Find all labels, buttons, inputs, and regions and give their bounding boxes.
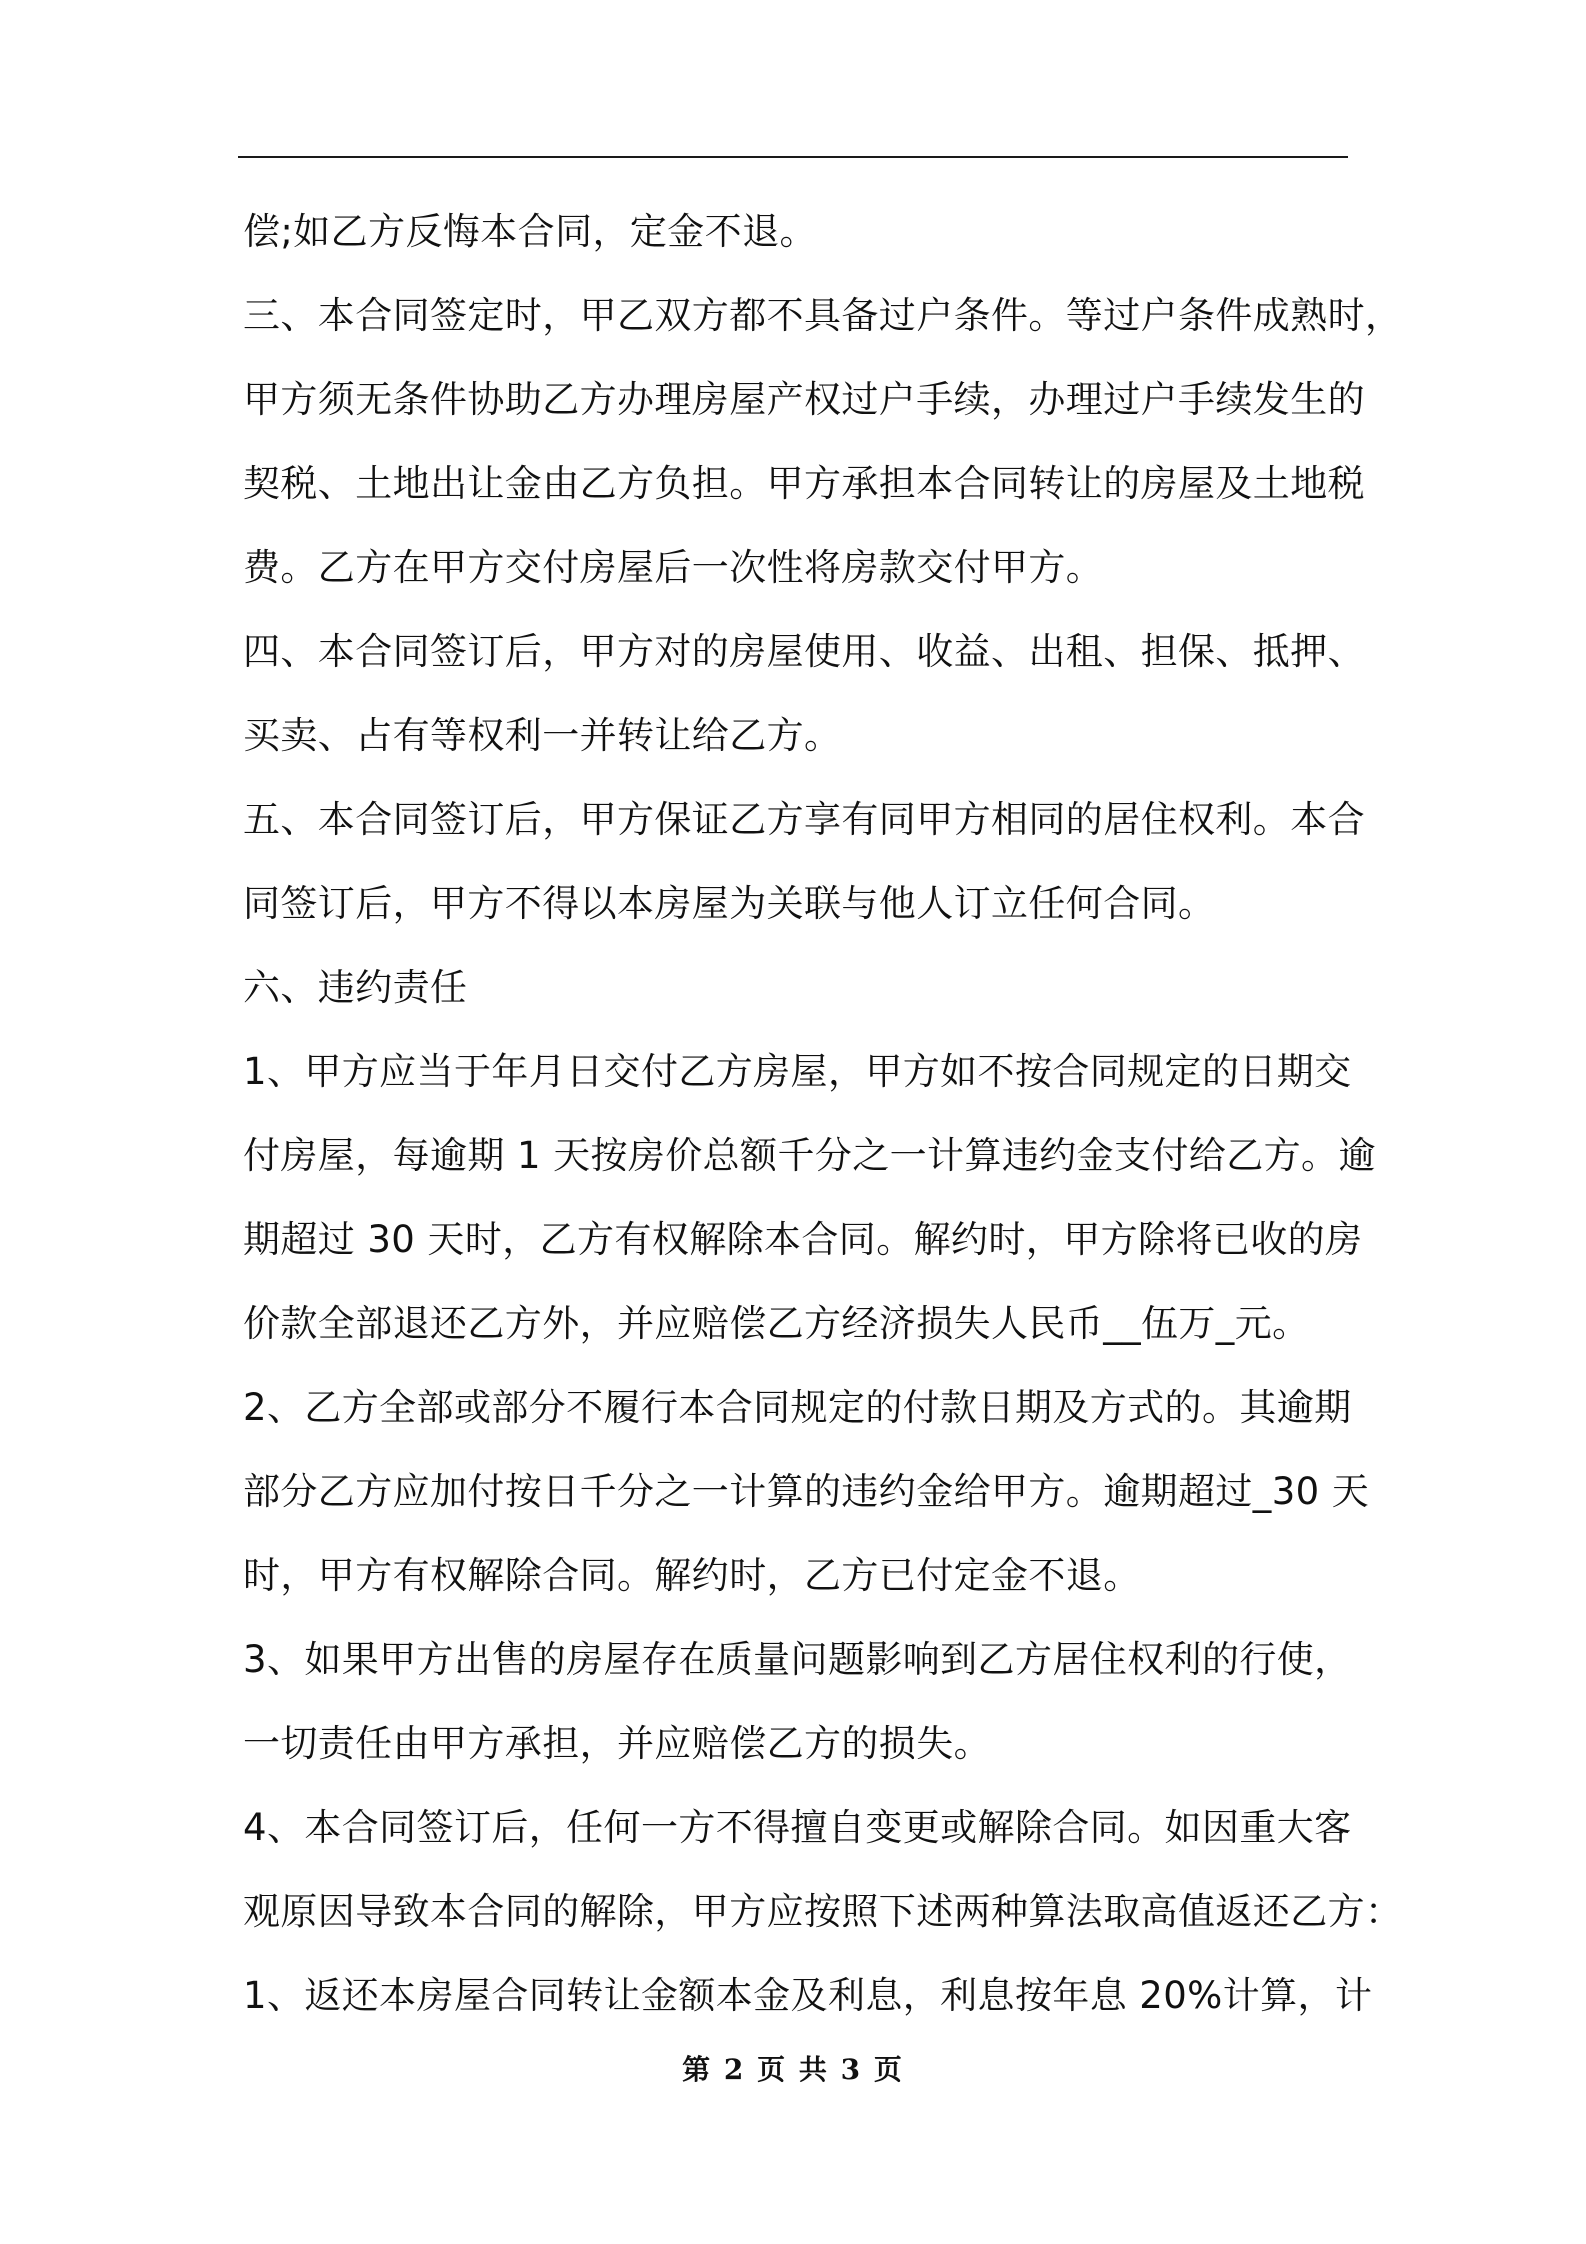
text-line: 买卖、占有等权利一并转让给乙方。	[243, 714, 842, 757]
text-line: 偿;如乙方反悔本合同，定金不退。	[243, 210, 817, 253]
text-line: 期超过 30 天时，乙方有权解除本合同。解约时，甲方除将已收的房	[243, 1218, 1363, 1261]
header-rule	[238, 156, 1348, 158]
section-heading: 六、违约责任	[243, 966, 468, 1009]
page-number-label: 第 2 页 共 3 页	[682, 2053, 904, 2086]
text-line: 时，甲方有权解除合同。解约时，乙方已付定金不退。	[243, 1554, 1141, 1597]
text-line: 四、本合同签订后，甲方对的房屋使用、收益、出租、担保、抵押、	[243, 630, 1365, 673]
text-line: 甲方须无条件协助乙方办理房屋产权过户手续，办理过户手续发生的	[243, 378, 1365, 421]
text-line: 1、甲方应当于年月日交付乙方房屋，甲方如不按合同规定的日期交	[243, 1050, 1352, 1093]
text-line: 4、本合同签订后，任何一方不得擅自变更或解除合同。如因重大客	[243, 1806, 1352, 1849]
text-line: 1、返还本房屋合同转让金额本金及利息，利息按年息 20%计算，计	[243, 1974, 1373, 2017]
text-line: 契税、土地出让金由乙方负担。甲方承担本合同转让的房屋及土地税	[243, 462, 1365, 505]
text-line: 三、本合同签定时，甲乙双方都不具备过户条件。等过户条件成熟时，	[243, 294, 1403, 337]
text-line: 价款全部退还乙方外，并应赔偿乙方经济损失人民币__伍万_元。	[243, 1302, 1310, 1345]
text-line: 同签订后，甲方不得以本房屋为关联与他人订立任何合同。	[243, 882, 1216, 925]
text-line: 一切责任由甲方承担，并应赔偿乙方的损失。	[243, 1722, 991, 1765]
text-line: 费。乙方在甲方交付房屋后一次性将房款交付甲方。	[243, 546, 1104, 589]
text-line: 2、乙方全部或部分不履行本合同规定的付款日期及方式的。其逾期	[243, 1386, 1352, 1429]
text-line: 3、如果甲方出售的房屋存在质量问题影响到乙方居住权利的行使，	[243, 1638, 1352, 1681]
text-line: 部分乙方应加付按日千分之一计算的违约金给甲方。逾期超过_30 天	[243, 1470, 1370, 1513]
page-footer	[0, 2048, 1586, 2088]
text-line: 五、本合同签订后，甲方保证乙方享有同甲方相同的居住权利。本合	[243, 798, 1365, 841]
text-line: 付房屋，每逾期 1 天按房价总额千分之一计算违约金支付给乙方。逾	[243, 1134, 1376, 1177]
document-body	[243, 190, 1403, 2038]
text-line: 观原因导致本合同的解除，甲方应按照下述两种算法取高值返还乙方：	[243, 1890, 1403, 1933]
